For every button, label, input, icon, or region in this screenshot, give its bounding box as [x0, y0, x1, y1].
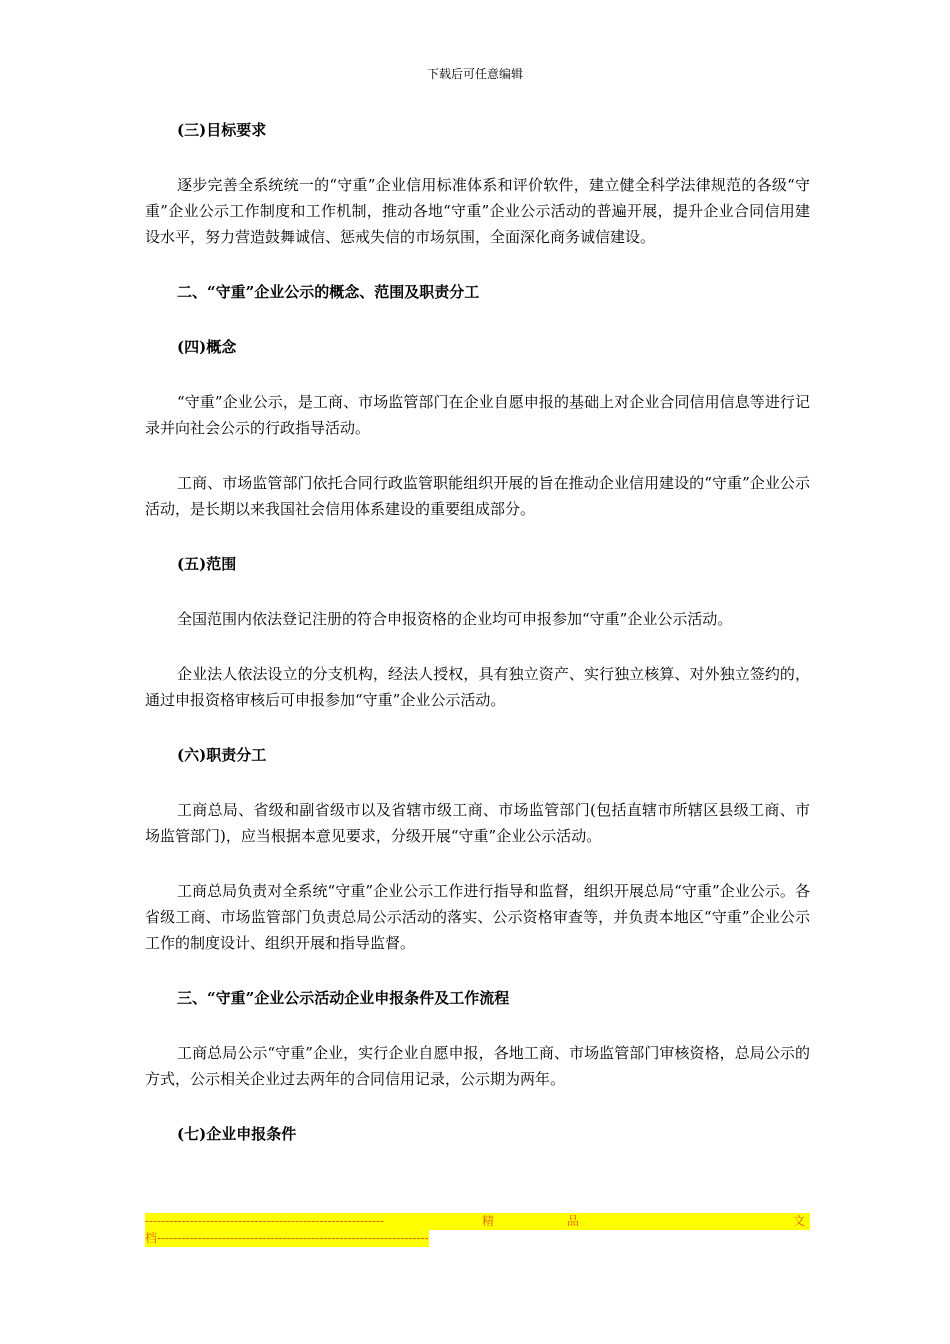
- footer-char-2: 品: [567, 1214, 580, 1228]
- footer-char-3: 文: [793, 1214, 806, 1228]
- section-heading: 二、“守重”企业公示的概念、范围及职责分工: [177, 283, 480, 301]
- footer-char-1: 精: [482, 1214, 495, 1228]
- header-note: 下载后可任意编辑: [426, 67, 523, 81]
- paragraph: 逐步完善全系统统一的“守重”企业信用标准体系和评价软件，建立健全科学法律规范的各级“守重”企业公示工作制度和工作机制，推动各地“守重”企业公示活动的普遍开展，提升企业合同信用建设水平，努力营造鼓舞诚信、惩戒失信的市场氛围，全面深化商务诚信建设。: [145, 176, 810, 246]
- paragraph: 工商总局公示“守重”企业，实行企业自愿申报，各地工商、市场监管部门审核资格，总局公示的方式，公示相关企业过去两年的合同信用记录，公示期为两年。: [145, 1044, 810, 1088]
- paragraph: 工商、市场监管部门依托合同行政监管职能组织开展的旨在推动企业信用建设的“守重”企业公示活动，是长期以来我国社会信用体系建设的重要组成部分。: [145, 474, 810, 518]
- footer-banner: [145, 1213, 810, 1252]
- document-body: [145, 117, 810, 1176]
- section-heading: (四)概念: [177, 338, 237, 356]
- paragraph: 工商总局负责对全系统“守重”企业公示工作进行指导和监督，组织开展总局“守重”企业公示。各省级工商、市场监管部门负责总局公示活动的落实、公示资格审查等，并负责本地区“守重”企业公示工作的制度设计、组织开展和指导监督。: [145, 882, 810, 952]
- section-heading: (七)企业申报条件: [177, 1125, 297, 1143]
- footer-line-1: [145, 1213, 810, 1230]
- section-heading: (三)目标要求: [177, 121, 267, 139]
- paragraph: “守重”企业公示，是工商、市场监管部门在企业自愿申报的基础上对企业合同信用信息等进行记录并向社会公示的行政指导活动。: [145, 393, 810, 437]
- footer-dashes: -----------------------------------------------------------: [145, 1214, 385, 1228]
- paragraph: 工商总局、省级和副省级市以及省辖市级工商、市场监管部门(包括直辖市所辖区县级工商、市场监管部门)，应当根据本意见要求，分级开展“守重”企业公示活动。: [145, 801, 810, 845]
- footer-line-2: 档-------------------------------------------------------------------: [145, 1231, 429, 1245]
- paragraph: 全国范围内依法登记注册的符合申报资格的企业均可申报参加“守重”企业公示活动。: [177, 610, 733, 628]
- section-heading: (五)范围: [177, 555, 237, 573]
- paragraph: 企业法人依法设立的分支机构，经法人授权，具有独立资产、实行独立核算、对外独立签约的，通过申报资格审核后可申报参加“守重”企业公示活动。: [145, 665, 810, 709]
- section-heading: 三、“守重”企业公示活动企业申报条件及工作流程: [177, 989, 510, 1007]
- section-heading: (六)职责分工: [177, 746, 267, 764]
